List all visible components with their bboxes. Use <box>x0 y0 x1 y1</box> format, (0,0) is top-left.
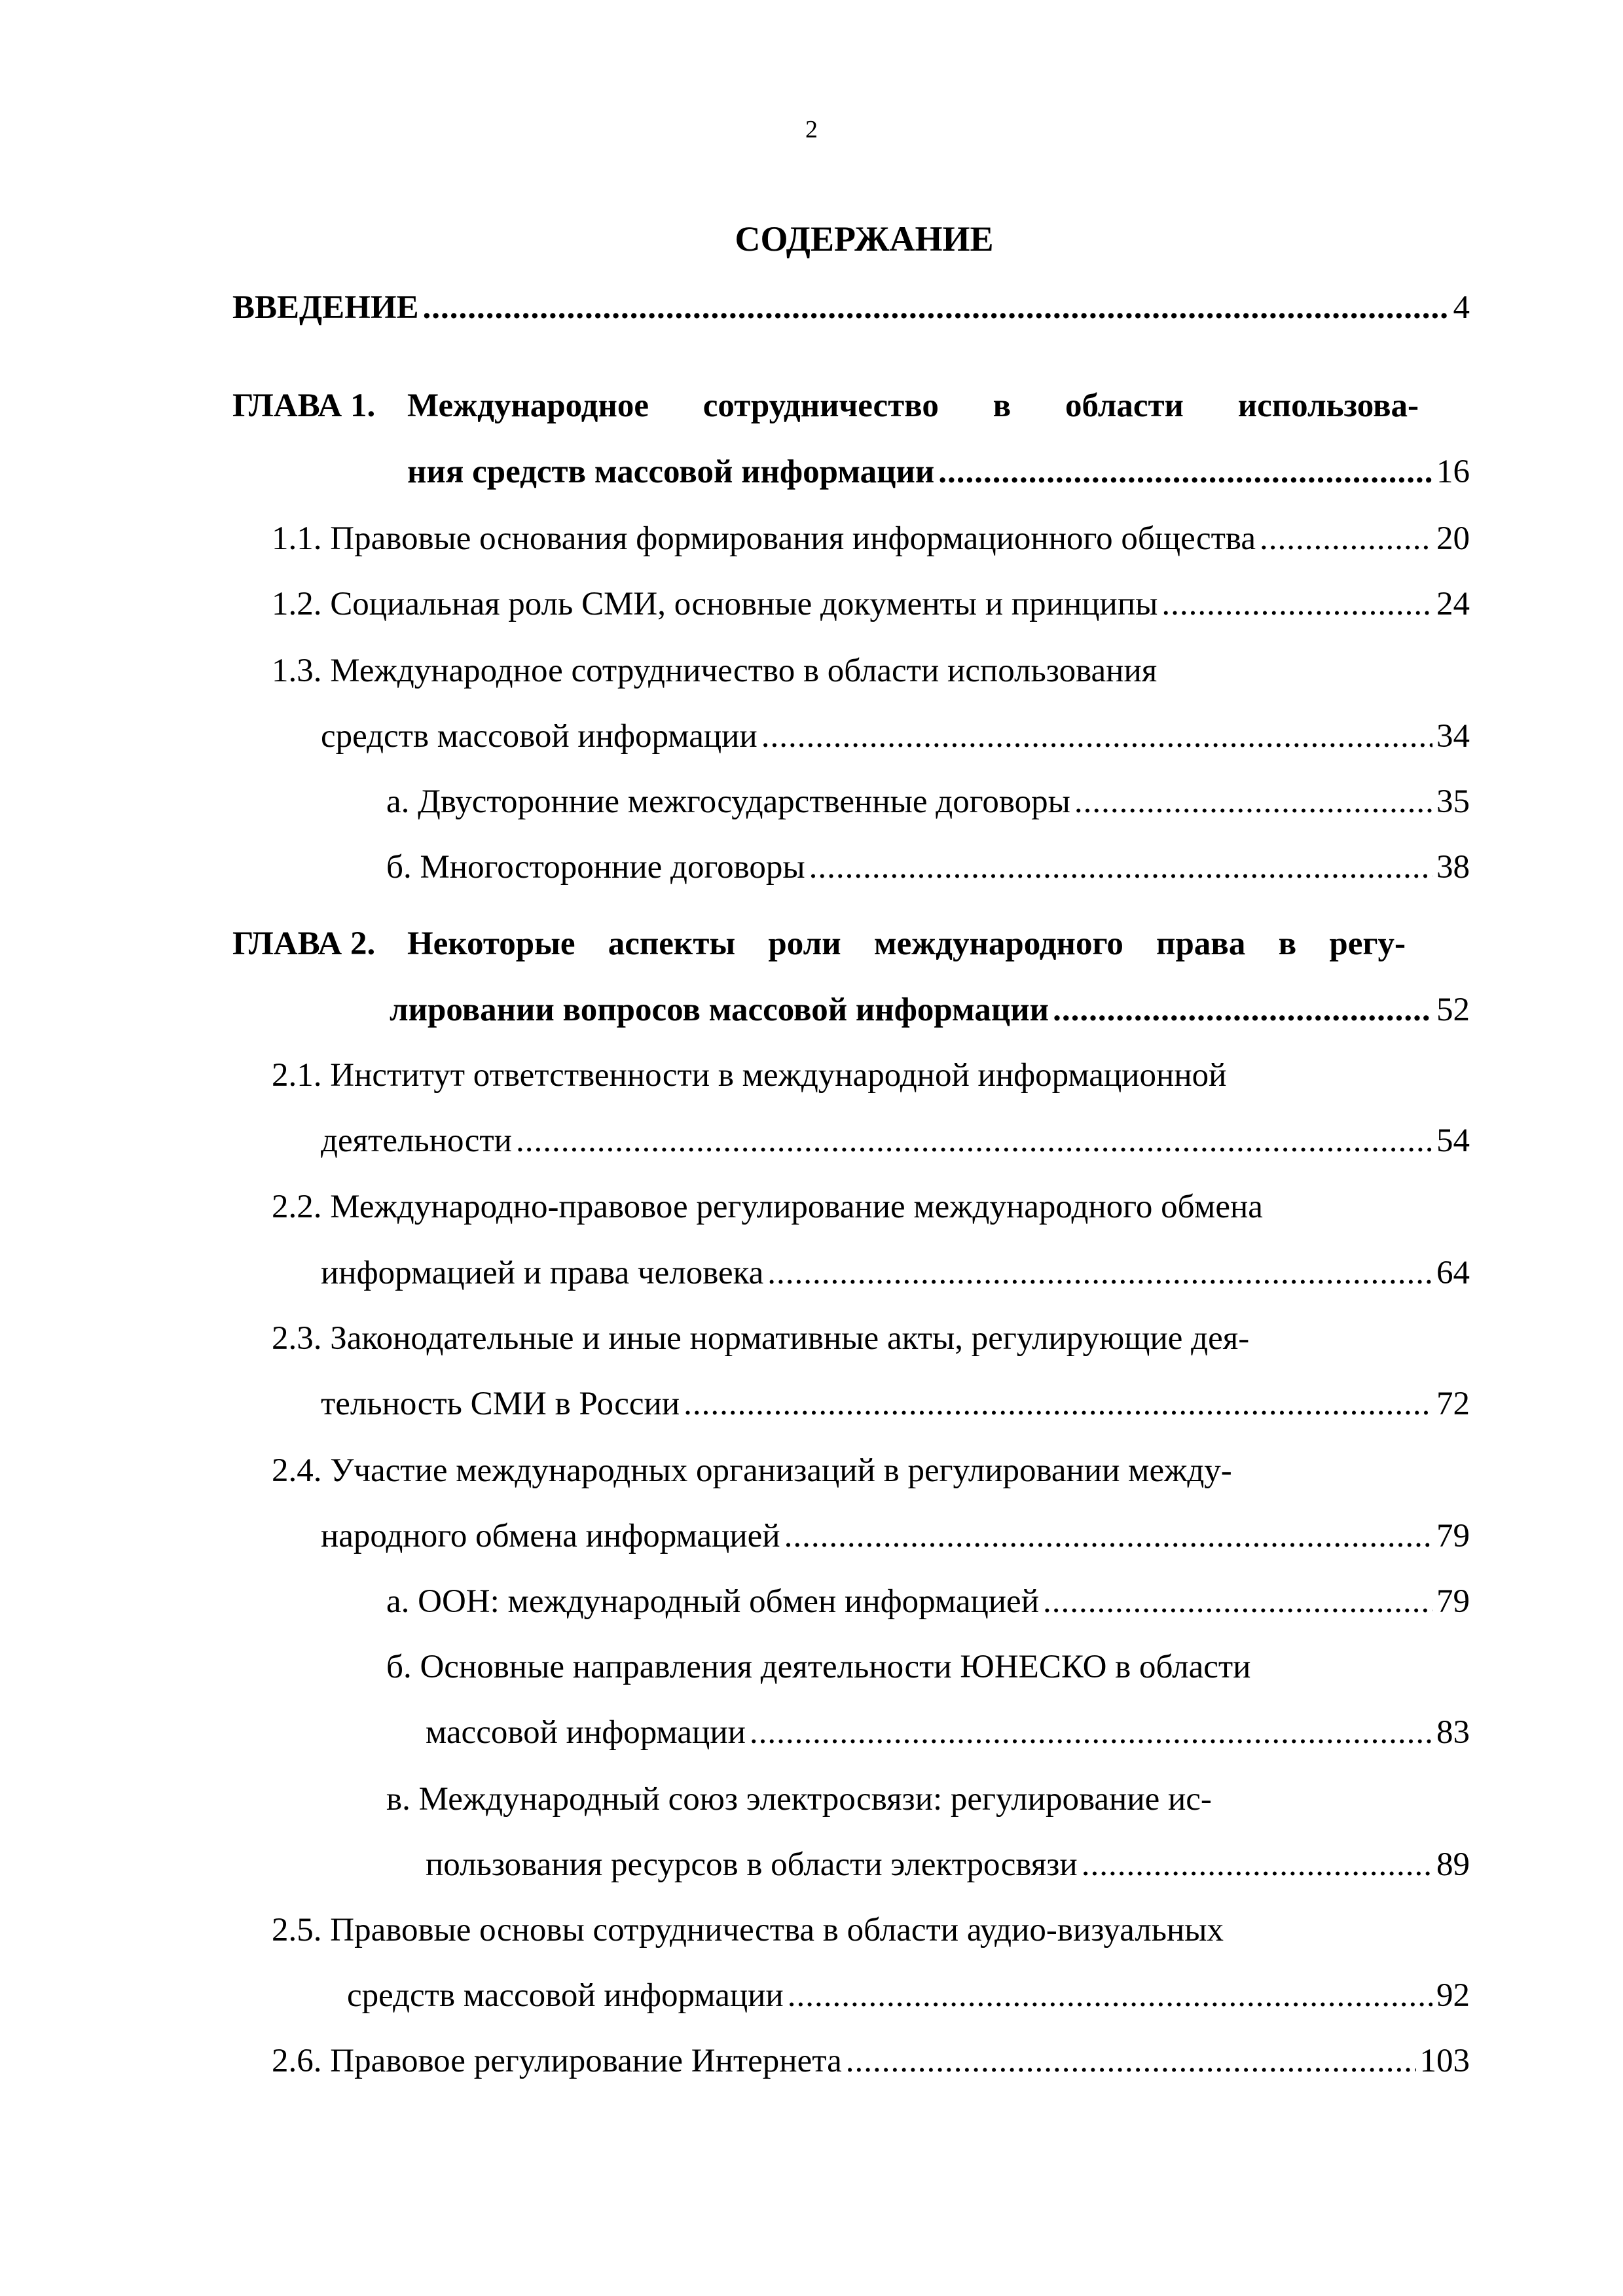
toc-page-number: 4 <box>1453 289 1470 326</box>
toc-entry-label: деятельности <box>321 1122 512 1159</box>
toc-page-number: 64 <box>1436 1255 1470 1291</box>
toc-entry-1-3 <box>321 713 1470 759</box>
toc-entry-intro <box>232 285 1470 331</box>
toc-entry-2-3 <box>321 1381 1470 1427</box>
leader-dots <box>423 285 1450 331</box>
toc-entry-1-2 <box>272 581 1470 627</box>
leader-dots <box>938 449 1432 495</box>
toc-entry-label: информацией и права человека <box>321 1255 764 1291</box>
leader-dots <box>750 1710 1432 1755</box>
leader-dots <box>767 1250 1432 1296</box>
toc-page-number: 52 <box>1436 992 1470 1028</box>
toc-page-number: 79 <box>1436 1518 1470 1554</box>
toc-entry-2-4-c-line1: в. Международный союз электросвязи: регулирование ис- <box>386 1781 1212 1818</box>
toc-entry-label: ВВЕДЕНИЕ <box>232 289 419 326</box>
toc-entry-1-3-a <box>386 779 1470 825</box>
toc-page-number: 103 <box>1419 2043 1470 2079</box>
toc-entry-2-4-b-line1: б. Основные направления деятельности ЮНЕСКО в области <box>386 1649 1251 1685</box>
leader-dots <box>1260 516 1432 562</box>
toc-entry-label: 1.1. Правовые основания формирования информационного общества <box>272 520 1256 557</box>
toc-page-number: 72 <box>1436 1386 1470 1422</box>
toc-entry-label: пользования ресурсов в области электросвязи <box>426 1846 1078 1883</box>
leader-dots <box>788 1973 1432 2018</box>
toc-entry-2-2 <box>321 1250 1470 1296</box>
leader-dots <box>809 844 1432 890</box>
toc-entry-label: массовой информации <box>426 1714 746 1751</box>
toc-page-number: 79 <box>1436 1583 1470 1620</box>
toc-entry-2-4-c <box>426 1842 1470 1888</box>
toc-page-number: 24 <box>1436 586 1470 622</box>
toc-page-number: 89 <box>1436 1846 1470 1883</box>
toc-entry-2-6 <box>272 2038 1470 2084</box>
leader-dots <box>761 713 1432 759</box>
leader-dots <box>1082 1842 1432 1888</box>
toc-entry-2-4-b <box>426 1710 1470 1755</box>
leader-dots <box>846 2038 1416 2084</box>
toc-heading: СОДЕРЖАНИЕ <box>735 219 994 259</box>
toc-entry-2-5 <box>347 1973 1470 2018</box>
toc-page-number: 54 <box>1436 1122 1470 1159</box>
toc-page-number: 83 <box>1436 1714 1470 1751</box>
toc-page-number: 92 <box>1436 1977 1470 2014</box>
toc-entry-label: народного обмена информацией <box>321 1518 780 1554</box>
toc-entry-1-3-b <box>386 844 1470 890</box>
toc-entry-2-1 <box>321 1118 1470 1164</box>
toc-entry-2-5-line1: 2.5. Правовые основы сотрудничества в области аудио-визуальных <box>272 1912 1224 1948</box>
toc-entry-label: 2.6. Правовое регулирование Интернета <box>272 2043 842 2079</box>
toc-entry-1-1 <box>272 516 1470 562</box>
toc-entry-label: б. Многосторонние договоры <box>386 849 805 886</box>
toc-entry-label: 1.2. Социальная роль СМИ, основные документы и принципы <box>272 586 1158 622</box>
toc-page-number: 34 <box>1436 718 1470 755</box>
toc-entry-chapter2 <box>390 987 1470 1033</box>
chapter1-label: ГЛАВА 1. <box>232 387 376 424</box>
toc-entry-label: а. Двусторонние межгосударственные договоры <box>386 783 1070 820</box>
toc-entry-2-4 <box>321 1513 1470 1559</box>
toc-page-number: 16 <box>1436 454 1470 490</box>
leader-dots <box>784 1513 1432 1559</box>
toc-entry-2-4-a <box>386 1579 1470 1624</box>
chapter2-title-line1: Некоторые аспекты роли международного права в регу- <box>407 925 1406 962</box>
chapter1-title-line1: Международное сотрудничество в области использова- <box>407 387 1419 424</box>
toc-entry-2-2-line1: 2.2. Международно-правовое регулирование международного обмена <box>272 1189 1263 1225</box>
leader-dots <box>1053 987 1432 1033</box>
toc-page-number: 20 <box>1436 520 1470 557</box>
leader-dots <box>1043 1579 1432 1624</box>
toc-entry-2-4-line1: 2.4. Участие международных организаций в регулировании между- <box>272 1452 1232 1489</box>
toc-entry-2-3-line1: 2.3. Законодательные и иные нормативные акты, регулирующие дея- <box>272 1320 1250 1357</box>
toc-entry-label: тельность СМИ в России <box>321 1386 680 1422</box>
leader-dots <box>1074 779 1432 825</box>
leader-dots <box>1161 581 1432 627</box>
toc-entry-2-1-line1: 2.1. Институт ответственности в международной информационной <box>272 1057 1227 1094</box>
page-number: 2 <box>805 116 818 143</box>
toc-page-number: 35 <box>1436 783 1470 820</box>
leader-dots <box>684 1381 1432 1427</box>
toc-entry-label: ния средств массовой информации <box>407 454 935 490</box>
toc-entry-label: а. ООН: международный обмен информацией <box>386 1583 1039 1620</box>
toc-entry-label: средств массовой информации <box>347 1977 784 2014</box>
chapter2-label: ГЛАВА 2. <box>232 925 376 962</box>
toc-entry-chapter1 <box>407 449 1470 495</box>
toc-page-number: 38 <box>1436 849 1470 886</box>
toc-entry-1-3-line1: 1.3. Международное сотрудничество в области использования <box>272 653 1158 689</box>
toc-entry-label: средств массовой информации <box>321 718 757 755</box>
toc-entry-label: лировании вопросов массовой информации <box>390 992 1049 1028</box>
leader-dots <box>516 1118 1432 1164</box>
